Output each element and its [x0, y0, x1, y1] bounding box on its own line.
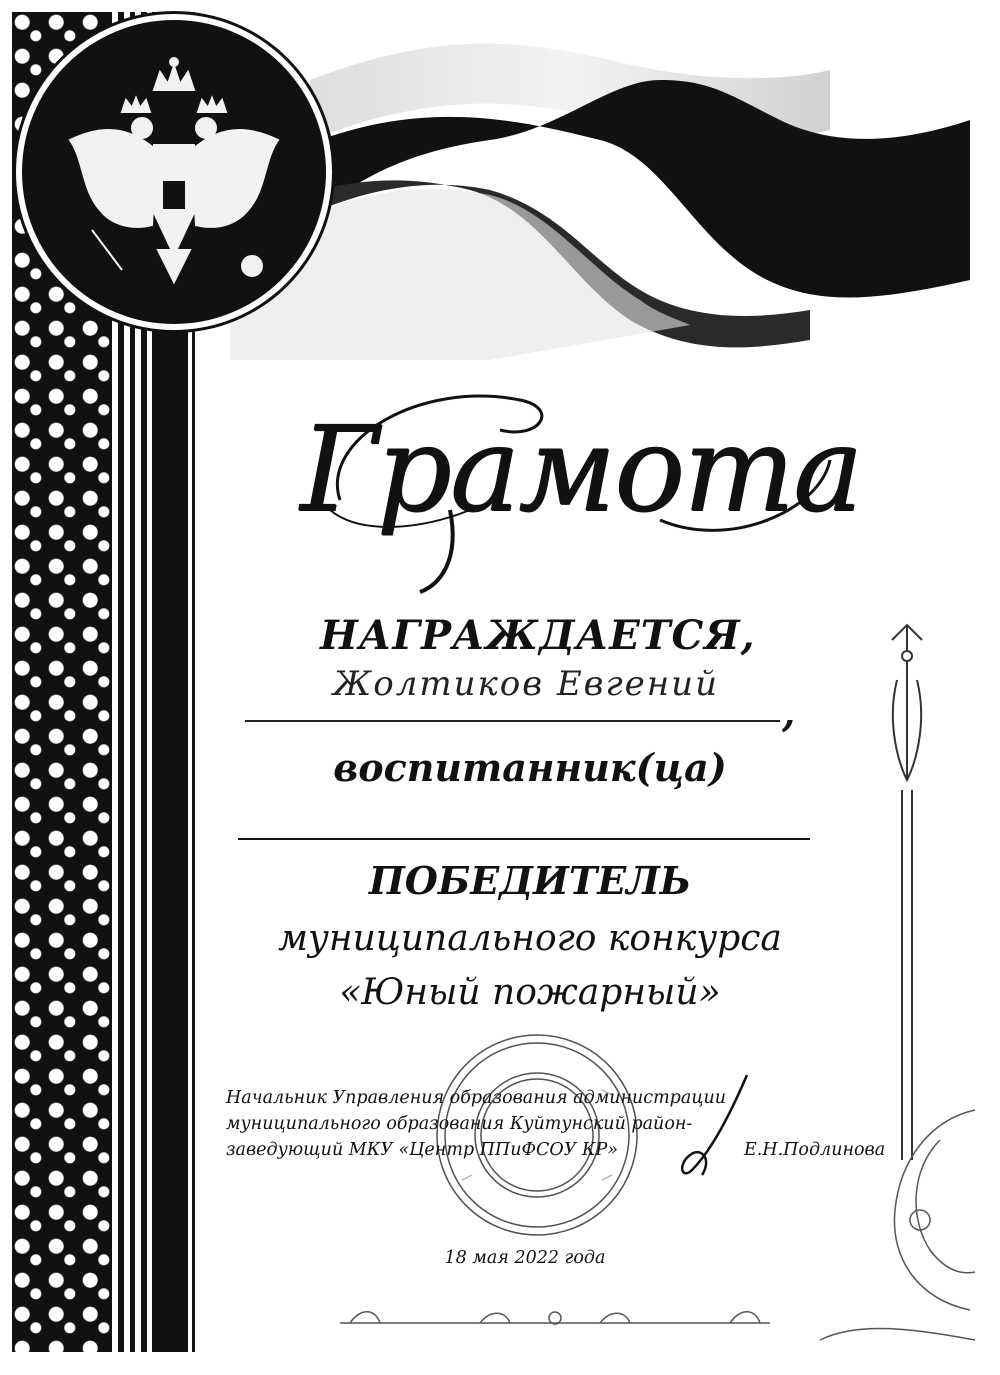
signer-name: Е.Н.Подлинова	[744, 1140, 886, 1160]
title-text: Грамота	[300, 400, 862, 538]
recipient-name: Жолтиков Евгений	[333, 664, 719, 704]
right-ornament-icon	[872, 620, 942, 1160]
certificate-title	[300, 360, 860, 600]
signatory-position	[226, 1085, 727, 1163]
contest-line-1: муниципального конкурса	[278, 918, 782, 959]
awarded-label	[320, 612, 756, 659]
name-underline	[245, 720, 780, 722]
bottom-ornament-icon	[330, 1298, 780, 1338]
corner-ornament-icon	[800, 1100, 980, 1350]
handwritten-signature	[672, 1070, 762, 1190]
position-line-3: заведующий МКУ «Центр ППиФСОУ КР»	[226, 1140, 618, 1160]
position-line-1: Начальник Управления образования администрации	[226, 1088, 727, 1108]
issue-date: 18 мая 2022 года	[444, 1248, 606, 1268]
awarded-label-comma: ,	[740, 612, 756, 659]
coat-of-arms-emblem	[22, 20, 326, 324]
contest-line-2: «Юный пожарный»	[339, 972, 721, 1013]
blank-line-divider	[238, 838, 810, 840]
achievement-title: ПОБЕДИТЕЛЬ	[368, 858, 692, 903]
recipient-role: воспитанник(ца)	[333, 745, 727, 790]
name-comma: ,	[782, 690, 796, 735]
double-headed-eagle-icon	[22, 20, 326, 324]
awarded-label-text: НАГРАЖДАЕТСЯ	[320, 612, 741, 659]
position-line-2: муниципального образования Куйтунский район-	[226, 1114, 693, 1134]
